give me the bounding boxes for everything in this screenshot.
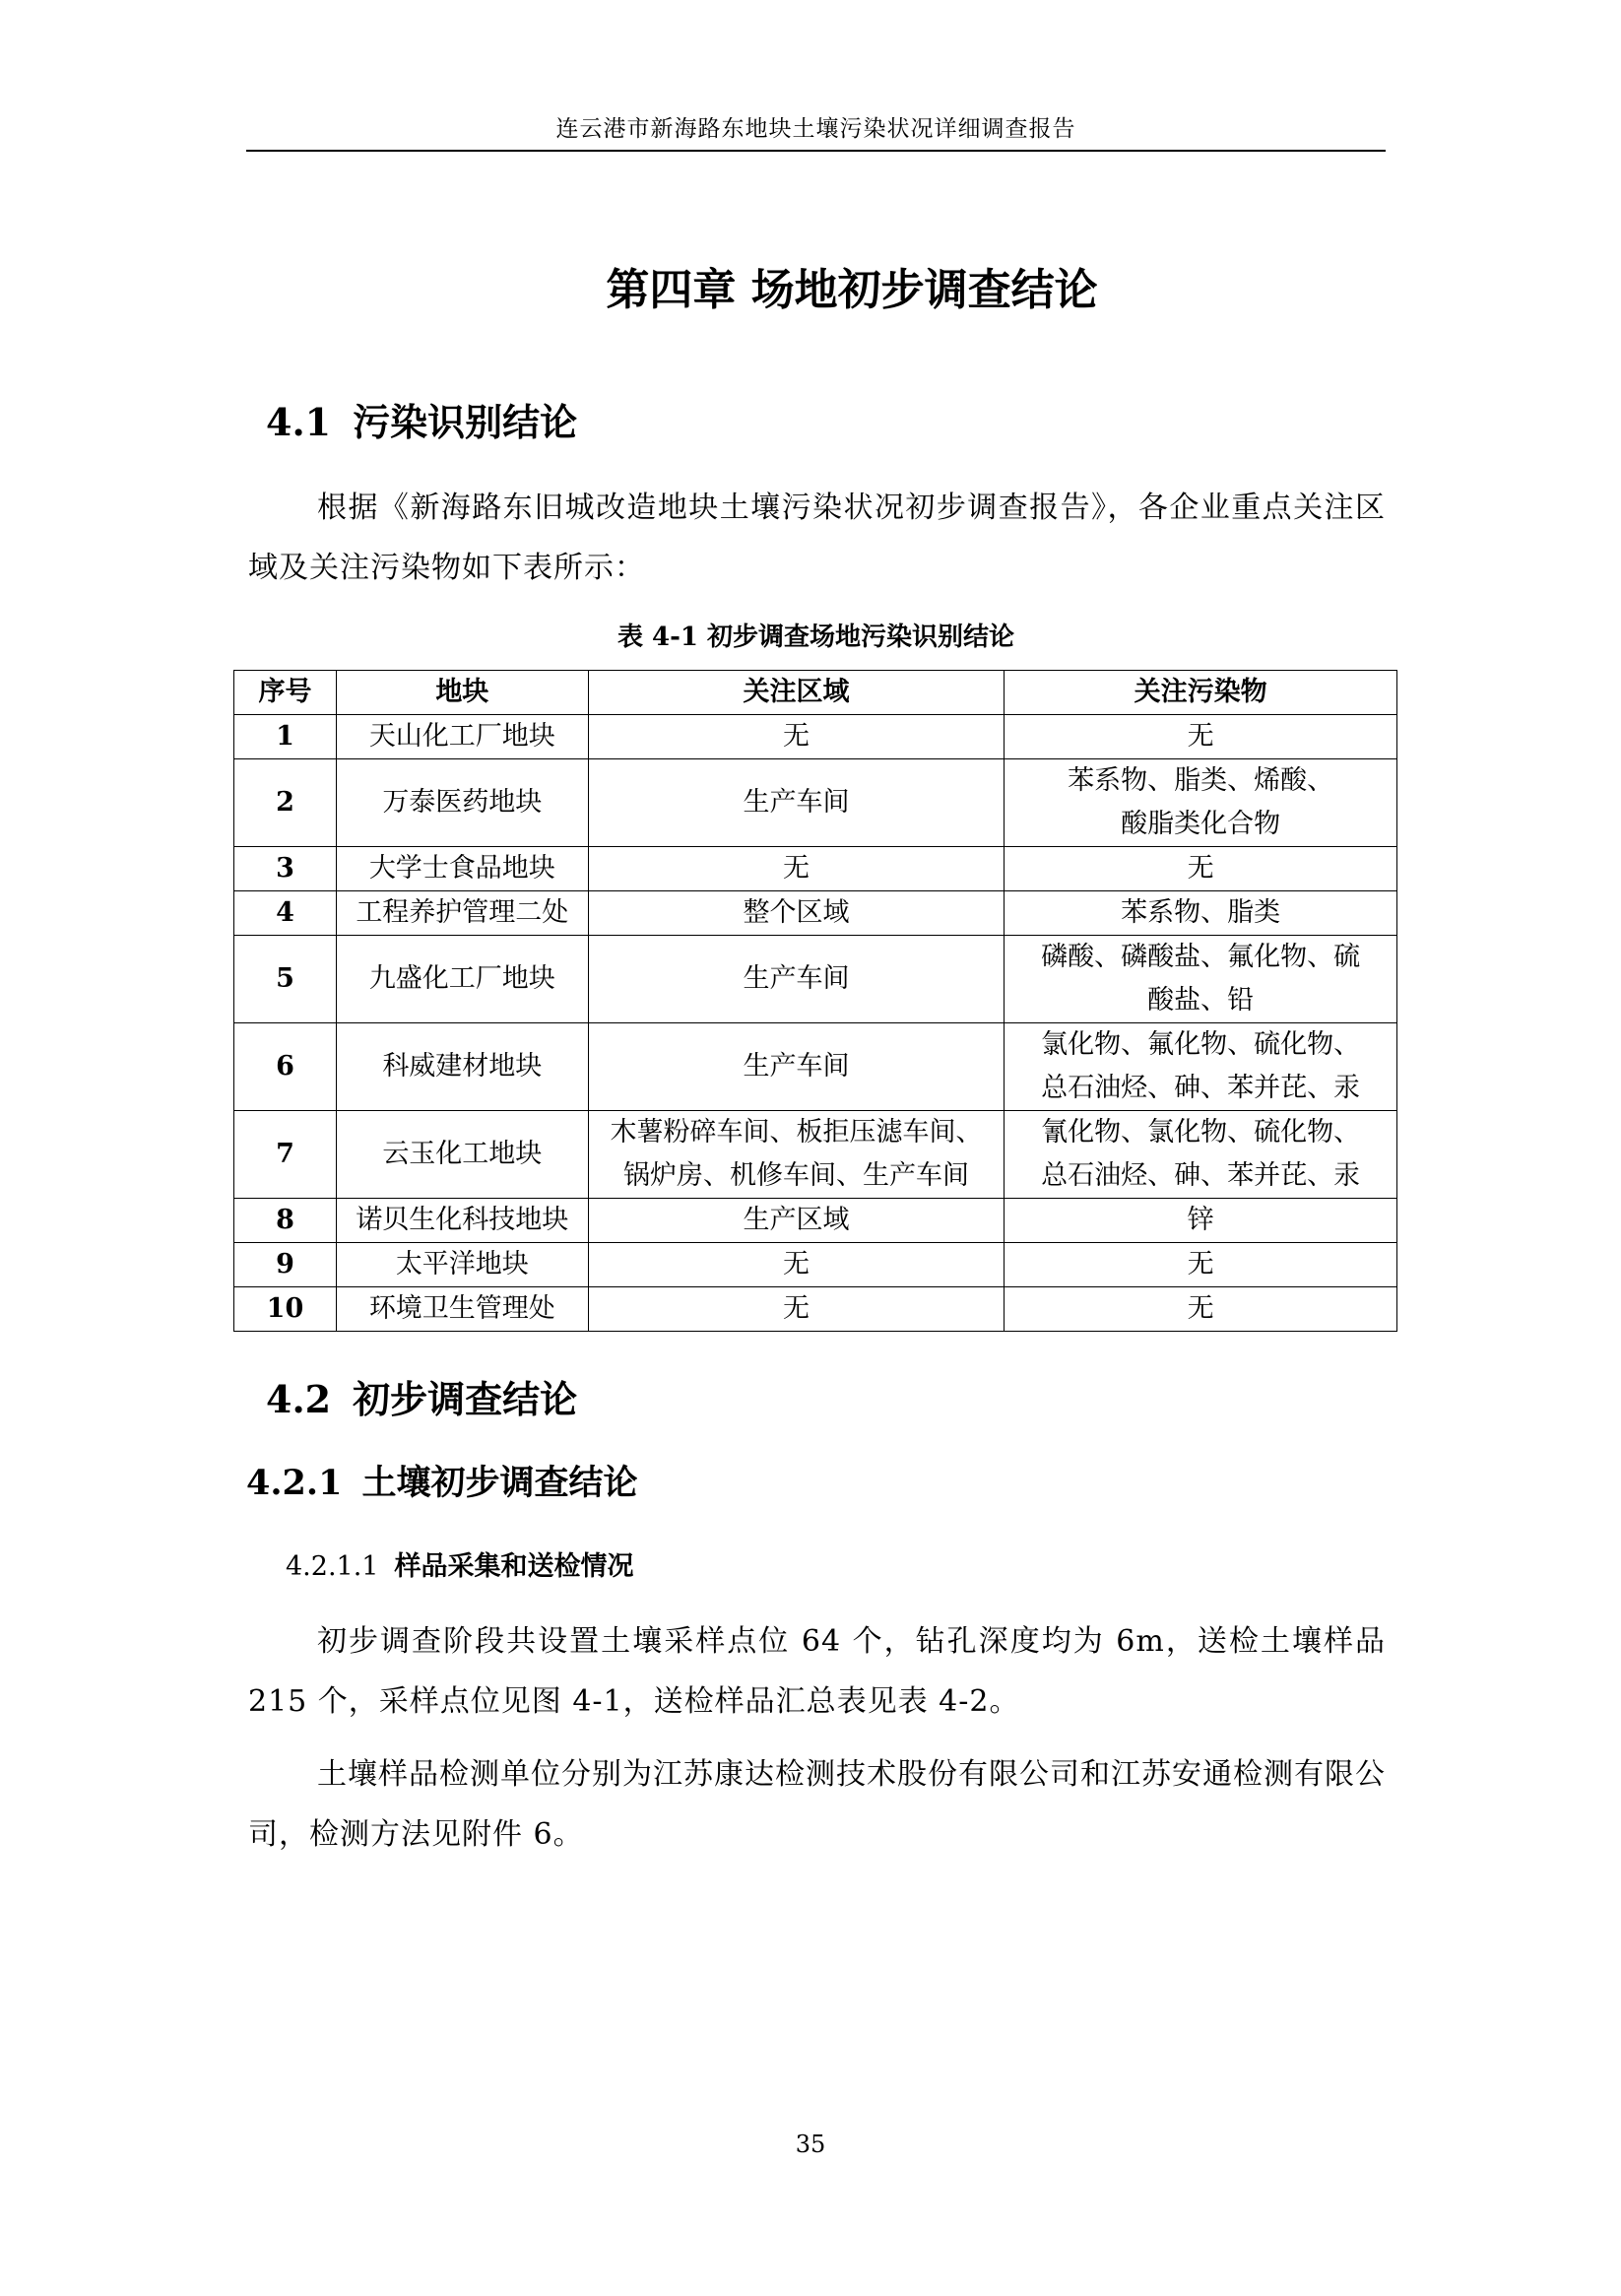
row-index-cell: 2 — [234, 759, 337, 847]
header-cell: 关注污染物 — [1005, 671, 1397, 715]
pollutants-cell — [1005, 847, 1397, 891]
section-title: 初步调查结论 — [353, 1377, 578, 1421]
focus-area-cell — [588, 759, 1005, 847]
pollutants-line: 总石油烃、砷、苯并芘、汞 — [1041, 1073, 1361, 1103]
plot-name-cell: 环境卫生管理处 — [336, 1287, 588, 1332]
table-row — [234, 1199, 1397, 1243]
running-header: 连云港市新海路东地块土壤污染状况详细调查报告 — [555, 116, 1076, 142]
section-4-1-heading — [266, 392, 577, 446]
focus-area-cell — [588, 891, 1005, 936]
pollutants-cell — [1005, 1111, 1397, 1199]
row-index-cell: 1 — [234, 715, 337, 759]
pollution-identification-table — [233, 670, 1397, 1332]
row-index-cell: 4 — [234, 891, 337, 936]
row-index-cell: 7 — [234, 1111, 337, 1199]
pollutants-line: 无 — [1187, 1293, 1214, 1324]
section-number: 4.2.1.1 — [286, 1551, 379, 1582]
plot-name-cell: 诺贝生化科技地块 — [336, 1199, 588, 1243]
focus-area-cell — [588, 1023, 1005, 1111]
table-body — [234, 715, 1397, 1332]
table-caption: 表 4-1 初步调查场地污染识别结论 — [616, 623, 1015, 652]
section-title: 污染识别结论 — [353, 400, 578, 444]
table-row — [234, 936, 1397, 1023]
focus-area-cell — [588, 1111, 1005, 1199]
focus-area-line: 无 — [783, 1293, 810, 1324]
pollutants-cell — [1005, 936, 1397, 1023]
pollutants-line: 磷酸、磷酸盐、氟化物、硫 — [1041, 942, 1361, 972]
header-cell: 关注区域 — [588, 671, 1005, 715]
focus-area-line: 锅炉房、机修车间、生产车间 — [623, 1160, 969, 1191]
focus-area-line: 无 — [783, 853, 810, 884]
section-number: 4.2 — [266, 1377, 332, 1421]
table-row — [234, 1111, 1397, 1199]
section-number: 4.1 — [266, 400, 332, 444]
focus-area-cell — [588, 715, 1005, 759]
row-index-cell: 5 — [234, 936, 337, 1023]
focus-area-line: 生产车间 — [743, 963, 850, 994]
plot-name-cell: 太平洋地块 — [336, 1243, 588, 1287]
table-row — [234, 1287, 1397, 1332]
pollutants-line: 苯系物、脂类、烯酸、 — [1068, 765, 1334, 796]
section-4-2-1-heading — [246, 1456, 637, 1505]
plot-name-cell: 云玉化工地块 — [336, 1111, 588, 1199]
pollutants-line: 苯系物、脂类 — [1121, 897, 1281, 928]
section-4-2-1-1-heading — [286, 1544, 633, 1583]
pollutants-cell — [1005, 891, 1397, 936]
table-row — [234, 715, 1397, 759]
pollutants-cell — [1005, 715, 1397, 759]
plot-name-cell: 天山化工厂地块 — [336, 715, 588, 759]
pollutants-cell — [1005, 759, 1397, 847]
row-index-cell: 9 — [234, 1243, 337, 1287]
focus-area-cell — [588, 1287, 1005, 1332]
pollutants-line: 锌 — [1187, 1205, 1214, 1235]
section-number: 4.2.1 — [246, 1463, 343, 1503]
table-row — [234, 1023, 1397, 1111]
table-header-row — [234, 671, 1397, 715]
plot-name-cell: 九盛化工厂地块 — [336, 936, 588, 1023]
pollutants-line: 无 — [1187, 721, 1214, 752]
row-index-cell: 6 — [234, 1023, 337, 1111]
plot-name-cell: 大学士食品地块 — [336, 847, 588, 891]
section-title: 土壤初步调查结论 — [361, 1463, 638, 1503]
header-rule — [246, 150, 1386, 152]
chapter-title: 第四章 场地初步调查结论 — [606, 265, 1098, 315]
focus-area-line: 生产车间 — [743, 1051, 850, 1082]
focus-area-line: 无 — [783, 721, 810, 752]
table-row — [234, 759, 1397, 847]
pollutants-cell — [1005, 1243, 1397, 1287]
header-cell: 地块 — [336, 671, 588, 715]
pollutants-line: 总石油烃、砷、苯并芘、汞 — [1041, 1160, 1361, 1191]
pollutants-line: 无 — [1187, 853, 1214, 884]
pollutants-line: 无 — [1187, 1249, 1214, 1279]
focus-area-cell — [588, 1199, 1005, 1243]
focus-area-line: 无 — [783, 1249, 810, 1279]
section-title: 样品采集和送检情况 — [394, 1551, 634, 1582]
section-4-2-heading — [266, 1369, 577, 1423]
row-index-cell: 8 — [234, 1199, 337, 1243]
header-cell: 序号 — [234, 671, 337, 715]
table-row — [234, 1243, 1397, 1287]
plot-name-cell: 工程养护管理二处 — [336, 891, 588, 936]
row-index-cell: 10 — [234, 1287, 337, 1332]
focus-area-cell — [588, 847, 1005, 891]
paragraph-intro: 根据《新海路东旧城改造地块土壤污染状况初步调查报告》，各企业重点关注区域及关注污染物如下表所示： — [248, 491, 1386, 585]
pollutants-line: 酸脂类化合物 — [1121, 809, 1281, 839]
pollutants-line: 氯化物、氟化物、硫化物、 — [1041, 1029, 1361, 1060]
pollutants-cell — [1005, 1199, 1397, 1243]
pollutants-line: 酸盐、铅 — [1147, 985, 1255, 1016]
paragraph-testing-units: 土壤样品检测单位分别为江苏康达检测技术股份有限公司和江苏安通检测有限公司，检测方法见附件 6。 — [248, 1757, 1386, 1852]
row-index-cell: 3 — [234, 847, 337, 891]
plot-name-cell: 万泰医药地块 — [336, 759, 588, 847]
pollutants-cell — [1005, 1023, 1397, 1111]
focus-area-line: 整个区域 — [743, 897, 850, 928]
focus-area-line: 生产区域 — [743, 1205, 850, 1235]
pollutants-line: 氰化物、氯化物、硫化物、 — [1041, 1117, 1361, 1148]
focus-area-line: 生产车间 — [743, 787, 850, 818]
focus-area-line: 木薯粉碎车间、板拒压滤车间、 — [610, 1117, 983, 1148]
table-row — [234, 891, 1397, 936]
table-row — [234, 847, 1397, 891]
focus-area-cell — [588, 936, 1005, 1023]
plot-name-cell: 科威建材地块 — [336, 1023, 588, 1111]
focus-area-cell — [588, 1243, 1005, 1287]
paragraph-sampling: 初步调查阶段共设置土壤采样点位 64 个，钻孔深度均为 6m，送检土壤样品 215 个，采样点位见图 4-1，送检样品汇总表见表 4-2。 — [248, 1624, 1386, 1719]
page-number: 35 — [795, 2131, 826, 2158]
pollutants-cell — [1005, 1287, 1397, 1332]
